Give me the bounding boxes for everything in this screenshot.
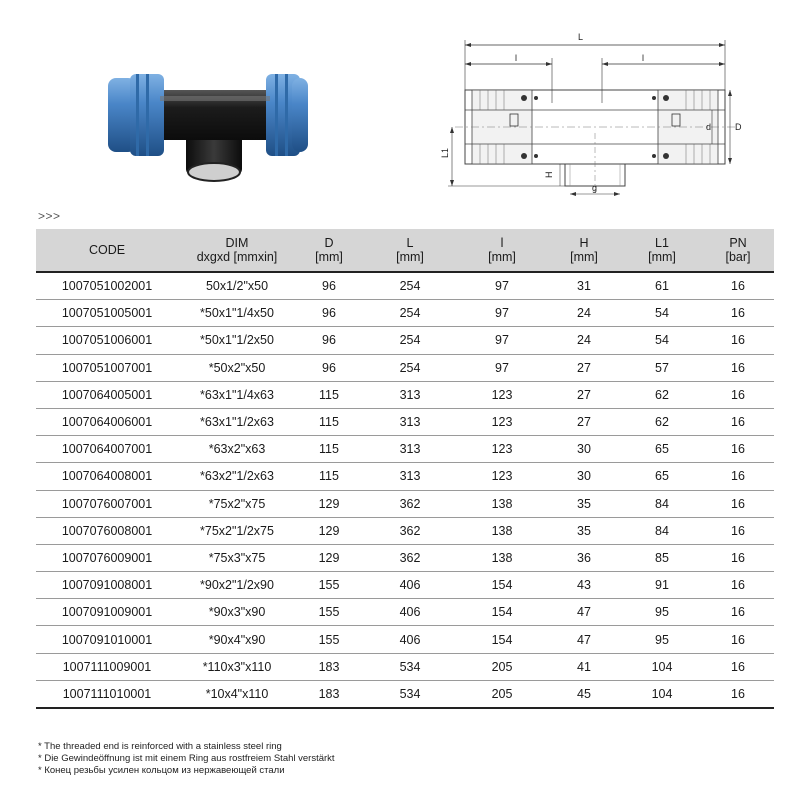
- cell-length-l: 97: [458, 354, 546, 381]
- cell-code: 1007051006001: [36, 327, 178, 354]
- cell-l: 534: [362, 680, 458, 708]
- cell-l: 362: [362, 490, 458, 517]
- cell-h: 24: [546, 300, 622, 327]
- header-h: H [mm]: [546, 229, 622, 272]
- header-l: L [mm]: [362, 229, 458, 272]
- table-row: [36, 408, 774, 435]
- cell-d: 115: [296, 381, 362, 408]
- table-row: [36, 572, 774, 599]
- cell-dim: *75x3"x75: [178, 544, 296, 571]
- cell-pn: 16: [702, 436, 774, 463]
- cell-d: 183: [296, 653, 362, 680]
- cell-length-l: 97: [458, 272, 546, 300]
- cell-l1: 95: [622, 599, 702, 626]
- cell-length-l: 154: [458, 626, 546, 653]
- footnote-de: * Die Gewindeöffnung ist mit einem Ring aus rostfreiem Stahl verstärkt: [38, 753, 335, 764]
- cell-length-l: 205: [458, 680, 546, 708]
- table-row: [36, 653, 774, 680]
- cell-l1: 65: [622, 436, 702, 463]
- cell-l: 406: [362, 599, 458, 626]
- cell-h: 35: [546, 490, 622, 517]
- cell-dim: *75x2"1/2x75: [178, 517, 296, 544]
- cell-h: 47: [546, 626, 622, 653]
- cell-d: 96: [296, 327, 362, 354]
- cell-l1: 62: [622, 381, 702, 408]
- cell-length-l: 123: [458, 381, 546, 408]
- header-d: D [mm]: [296, 229, 362, 272]
- cell-l: 254: [362, 272, 458, 300]
- cell-h: 35: [546, 517, 622, 544]
- cell-code: 1007051002001: [36, 272, 178, 300]
- product-photo: [100, 60, 310, 185]
- footnote-ru: * Конец резьбы усилен кольцом из нержавеющей стали: [38, 765, 285, 776]
- cell-h: 41: [546, 653, 622, 680]
- cell-h: 27: [546, 408, 622, 435]
- label-l-left: l: [515, 53, 517, 63]
- cell-l: 362: [362, 517, 458, 544]
- cell-code: 1007064005001: [36, 381, 178, 408]
- cell-pn: 16: [702, 517, 774, 544]
- cell-d: 155: [296, 572, 362, 599]
- cell-l: 362: [362, 544, 458, 571]
- section-marker: >>>: [38, 209, 61, 223]
- table-row: [36, 463, 774, 490]
- cell-l: 534: [362, 653, 458, 680]
- cell-length-l: 154: [458, 572, 546, 599]
- cell-pn: 16: [702, 272, 774, 300]
- cell-pn: 16: [702, 544, 774, 571]
- cell-code: 1007111009001: [36, 653, 178, 680]
- cell-pn: 16: [702, 354, 774, 381]
- header-l1: L1 [mm]: [622, 229, 702, 272]
- table-row: [36, 272, 774, 300]
- cell-code: 1007076009001: [36, 544, 178, 571]
- cell-dim: 50x1/2"x50: [178, 272, 296, 300]
- cell-h: 24: [546, 327, 622, 354]
- cell-length-l: 138: [458, 544, 546, 571]
- table-row: [36, 680, 774, 708]
- cell-code: 1007064007001: [36, 436, 178, 463]
- cell-pn: 16: [702, 381, 774, 408]
- header-pn: PN [bar]: [702, 229, 774, 272]
- cell-pn: 16: [702, 680, 774, 708]
- cell-h: 45: [546, 680, 622, 708]
- cell-h: 30: [546, 463, 622, 490]
- cell-l1: 57: [622, 354, 702, 381]
- technical-drawing: [430, 28, 760, 203]
- cell-d: 115: [296, 463, 362, 490]
- cell-l: 313: [362, 381, 458, 408]
- label-g: g: [592, 183, 598, 193]
- cell-d: 115: [296, 436, 362, 463]
- label-l-right: l: [642, 53, 644, 63]
- cell-dim: *10x4"x110: [178, 680, 296, 708]
- cell-length-l: 123: [458, 436, 546, 463]
- label-H: H: [544, 171, 554, 178]
- cell-code: 1007051007001: [36, 354, 178, 381]
- cell-dim: *50x1"1/4x50: [178, 300, 296, 327]
- cell-dim: *90x2"1/2x90: [178, 572, 296, 599]
- cell-dim: *90x4"x90: [178, 626, 296, 653]
- table-row: [36, 300, 774, 327]
- cell-h: 30: [546, 436, 622, 463]
- cell-l1: 61: [622, 272, 702, 300]
- cell-d: 96: [296, 272, 362, 300]
- cell-dim: *63x1"1/2x63: [178, 408, 296, 435]
- cell-code: 1007091010001: [36, 626, 178, 653]
- cell-pn: 16: [702, 599, 774, 626]
- table-row: [36, 544, 774, 571]
- cell-pn: 16: [702, 490, 774, 517]
- cell-l1: 95: [622, 626, 702, 653]
- cell-length-l: 138: [458, 490, 546, 517]
- cell-code: 1007111010001: [36, 680, 178, 708]
- table-row: [36, 436, 774, 463]
- cell-code: 1007076007001: [36, 490, 178, 517]
- cell-dim: *75x2"x75: [178, 490, 296, 517]
- cell-dim: *90x3"x90: [178, 599, 296, 626]
- table-row: [36, 626, 774, 653]
- cell-h: 27: [546, 354, 622, 381]
- cell-h: 43: [546, 572, 622, 599]
- cell-l1: 85: [622, 544, 702, 571]
- cell-pn: 16: [702, 408, 774, 435]
- cell-dim: *50x2"x50: [178, 354, 296, 381]
- cell-l: 406: [362, 626, 458, 653]
- footnote-en: * The threaded end is reinforced with a stainless steel ring: [38, 741, 282, 752]
- header-dim: DIM dxgxd [mmxin]: [178, 229, 296, 272]
- cell-d: 96: [296, 300, 362, 327]
- cell-l: 254: [362, 327, 458, 354]
- label-L1: L1: [440, 147, 450, 158]
- cell-pn: 16: [702, 300, 774, 327]
- cell-dim: *110x3"x110: [178, 653, 296, 680]
- cell-l: 313: [362, 463, 458, 490]
- cell-d: 155: [296, 599, 362, 626]
- table-body: [36, 272, 774, 708]
- cell-l: 254: [362, 300, 458, 327]
- spec-table: [36, 229, 774, 709]
- table-row: [36, 327, 774, 354]
- table-row: [36, 517, 774, 544]
- cell-length-l: 123: [458, 463, 546, 490]
- table-row: [36, 599, 774, 626]
- cell-l1: 62: [622, 408, 702, 435]
- cell-d: 155: [296, 626, 362, 653]
- cell-length-l: 205: [458, 653, 546, 680]
- cell-h: 47: [546, 599, 622, 626]
- cell-length-l: 97: [458, 327, 546, 354]
- cell-dim: *63x2"1/2x63: [178, 463, 296, 490]
- cell-d: 96: [296, 354, 362, 381]
- cell-l1: 65: [622, 463, 702, 490]
- cell-l1: 91: [622, 572, 702, 599]
- cell-d: 129: [296, 544, 362, 571]
- label-L: L: [578, 32, 584, 42]
- cell-h: 27: [546, 381, 622, 408]
- cell-code: 1007064008001: [36, 463, 178, 490]
- cell-length-l: 154: [458, 599, 546, 626]
- cell-dim: *50x1"1/2x50: [178, 327, 296, 354]
- label-d: d: [706, 122, 712, 132]
- cell-l: 406: [362, 572, 458, 599]
- cell-l: 313: [362, 436, 458, 463]
- table-row: [36, 381, 774, 408]
- table-row: [36, 354, 774, 381]
- cell-dim: *63x2"x63: [178, 436, 296, 463]
- cell-length-l: 123: [458, 408, 546, 435]
- cell-pn: 16: [702, 327, 774, 354]
- cell-l1: 54: [622, 300, 702, 327]
- cell-dim: *63x1"1/4x63: [178, 381, 296, 408]
- cell-code: 1007091009001: [36, 599, 178, 626]
- cell-d: 129: [296, 517, 362, 544]
- cell-l: 313: [362, 408, 458, 435]
- cell-code: 1007091008001: [36, 572, 178, 599]
- table-header-row: [36, 229, 774, 272]
- table-row: [36, 490, 774, 517]
- cell-h: 31: [546, 272, 622, 300]
- header-length-l: l [mm]: [458, 229, 546, 272]
- cell-pn: 16: [702, 463, 774, 490]
- cell-pn: 16: [702, 572, 774, 599]
- footnotes: [38, 741, 335, 777]
- cell-length-l: 138: [458, 517, 546, 544]
- cell-length-l: 97: [458, 300, 546, 327]
- cell-pn: 16: [702, 626, 774, 653]
- cell-l1: 104: [622, 653, 702, 680]
- cell-code: 1007064006001: [36, 408, 178, 435]
- header-code: CODE: [36, 229, 178, 272]
- cell-l1: 104: [622, 680, 702, 708]
- cell-l1: 84: [622, 490, 702, 517]
- cell-pn: 16: [702, 653, 774, 680]
- cell-l1: 84: [622, 517, 702, 544]
- cell-d: 129: [296, 490, 362, 517]
- cell-code: 1007051005001: [36, 300, 178, 327]
- cell-d: 183: [296, 680, 362, 708]
- label-D: D: [735, 122, 742, 132]
- cell-d: 115: [296, 408, 362, 435]
- cell-l1: 54: [622, 327, 702, 354]
- cell-code: 1007076008001: [36, 517, 178, 544]
- cell-l: 254: [362, 354, 458, 381]
- cell-h: 36: [546, 544, 622, 571]
